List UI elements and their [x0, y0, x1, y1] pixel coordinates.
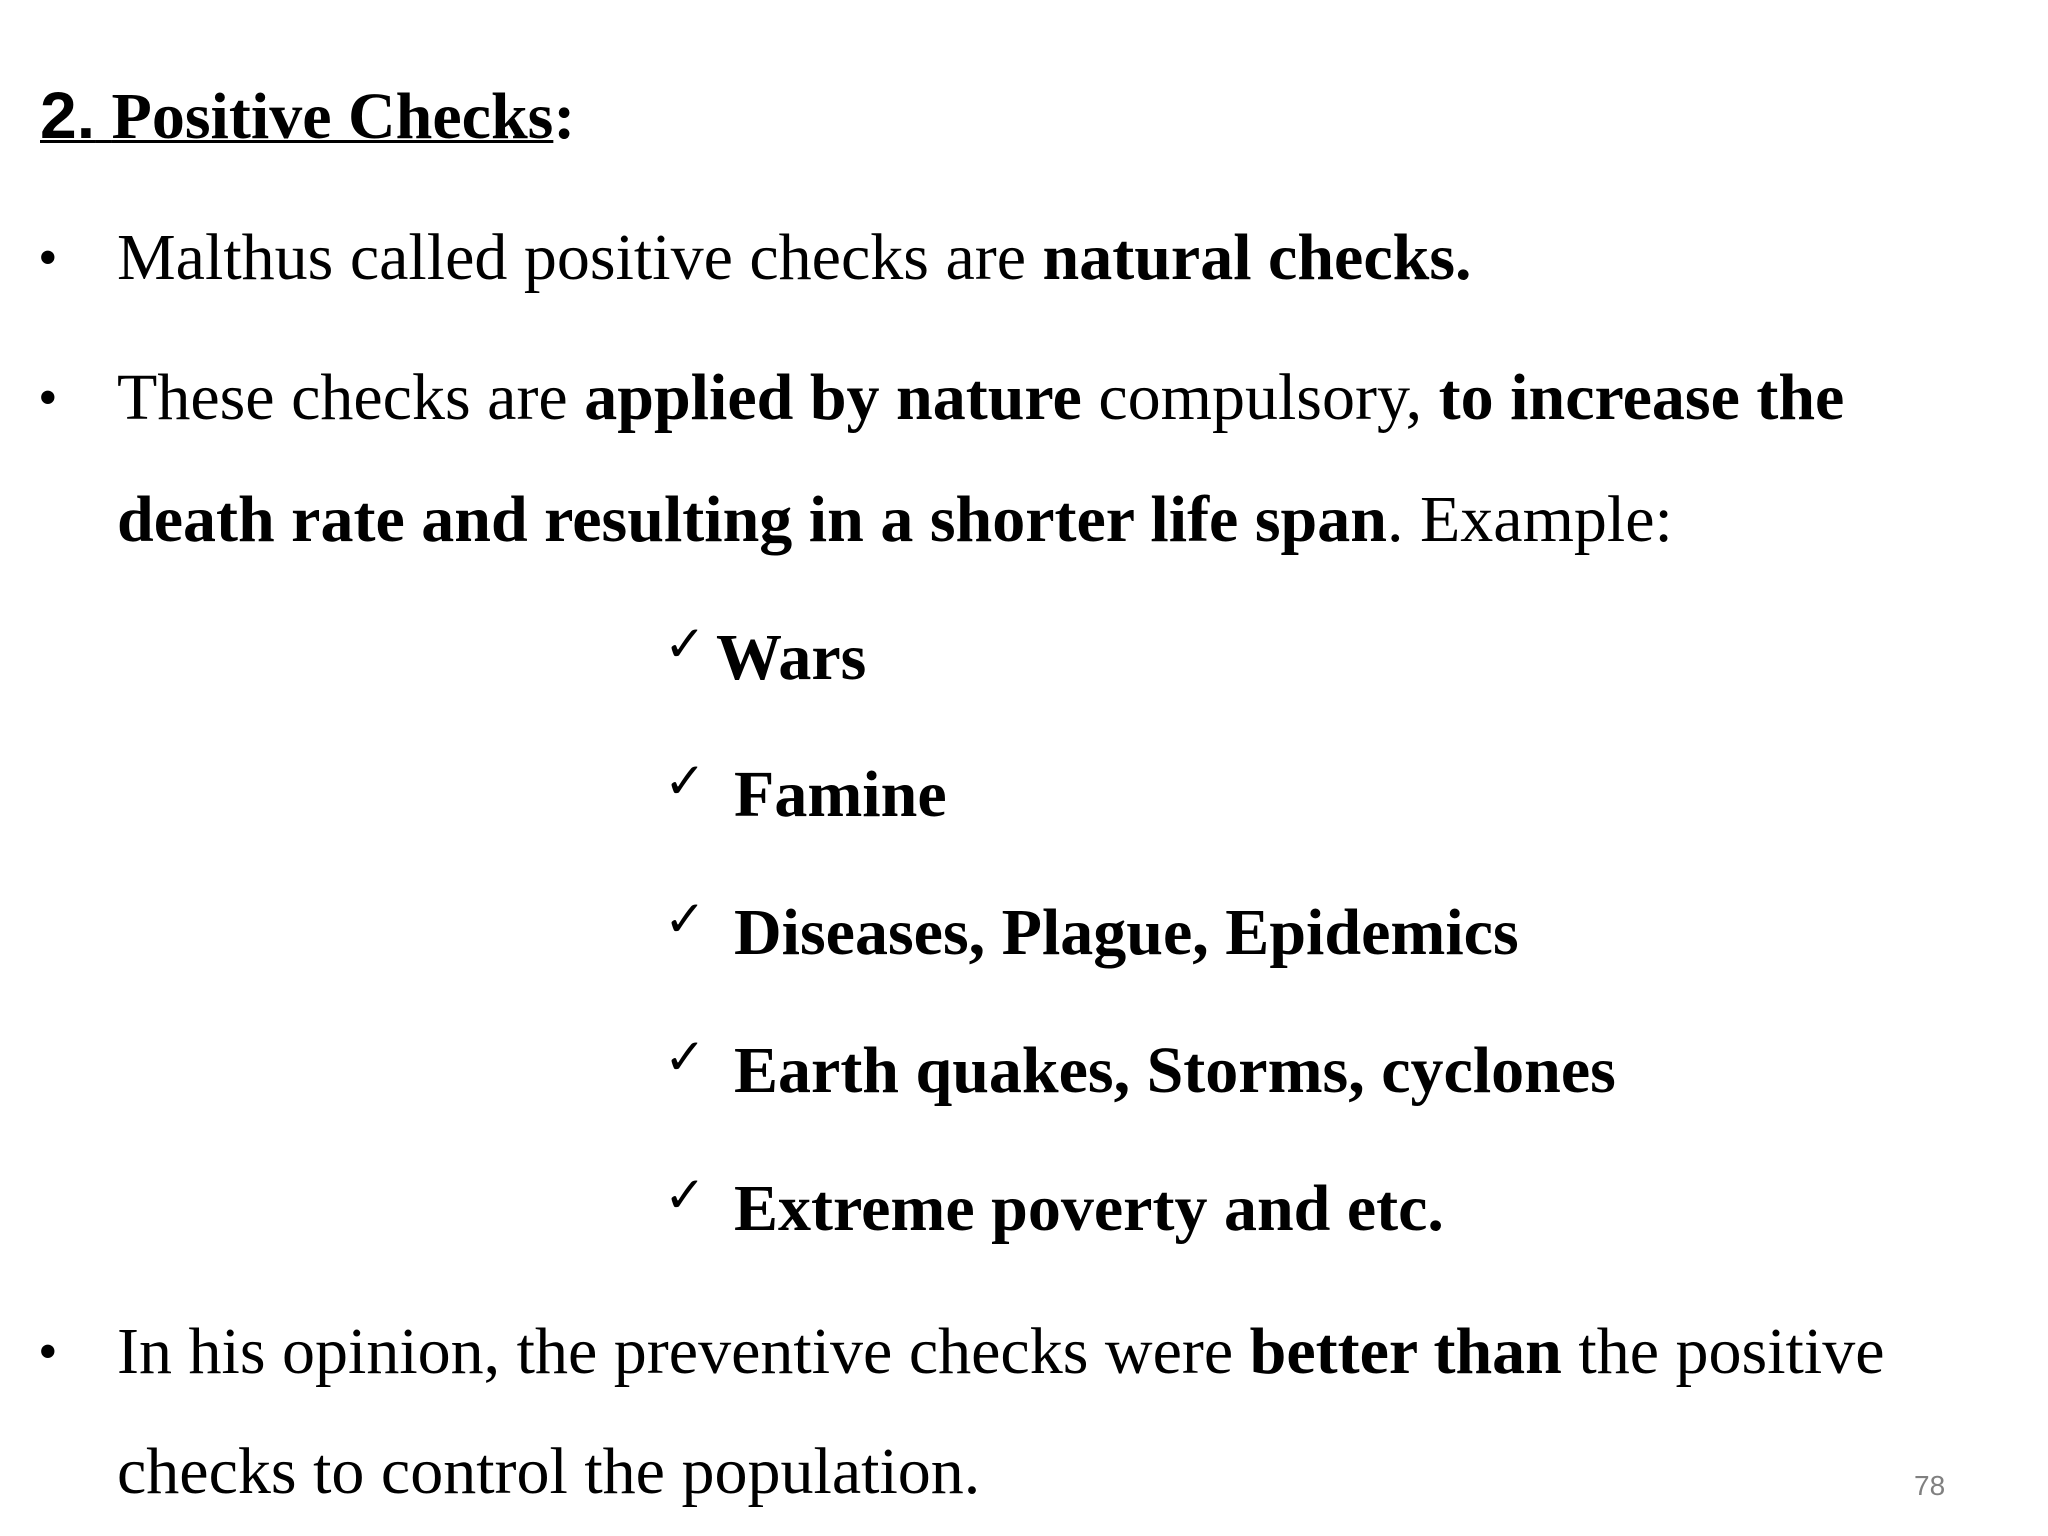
slide-title	[40, 70, 575, 162]
bullet-3-bold-1: better than	[1249, 1315, 1562, 1388]
bullet-2-bold-3: death rate and resulting in a shorter life span	[117, 483, 1387, 556]
bullet-1-text	[117, 218, 1472, 298]
checkmark-icon: ✓	[664, 615, 706, 673]
title-text: Positive Checks	[111, 80, 554, 153]
bullet-2-bold-2: to increase the	[1438, 361, 1845, 434]
bullet-2-normal-2: compulsory,	[1081, 361, 1439, 434]
bullet-3-line-1	[117, 1312, 1885, 1392]
bullet-1-marker: •	[38, 227, 58, 289]
title-colon: :	[553, 80, 576, 153]
title-space	[95, 80, 112, 153]
checkmark-icon: ✓	[664, 752, 706, 810]
bullet-3-marker: •	[38, 1321, 58, 1383]
bullet-3-normal-2: the positive	[1561, 1315, 1885, 1388]
bullet-2-line-2	[117, 480, 1673, 560]
page-number: 78	[1914, 1470, 1946, 1501]
bullet-2-marker: •	[38, 367, 58, 429]
bullet-2-line-1	[117, 358, 1844, 438]
bullet-1-bold: natural checks.	[1042, 221, 1472, 294]
bullet-2-bold-1: applied by nature	[584, 361, 1082, 434]
bullet-2-normal-3: . Example:	[1386, 483, 1673, 556]
bullet-2-normal-1: These checks are	[117, 361, 585, 434]
bullet-3-line-2: checks to control the population.	[117, 1435, 981, 1508]
bullet-3-normal-1: In his opinion, the preventive checks were	[117, 1315, 1250, 1388]
example-text: Earth quakes, Storms, cyclones	[734, 1034, 1616, 1107]
example-text: Extreme poverty and etc.	[734, 1172, 1444, 1245]
checkmark-icon: ✓	[664, 1028, 706, 1086]
checkmark-icon: ✓	[664, 1166, 706, 1224]
title-number: 2.	[40, 78, 96, 152]
checkmark-icon: ✓	[664, 890, 706, 948]
example-text: Diseases, Plague, Epidemics	[734, 896, 1519, 969]
example-text: Famine	[734, 758, 947, 831]
bullet-1-normal: Malthus called positive checks are	[117, 221, 1043, 294]
example-text: Wars	[716, 621, 867, 694]
